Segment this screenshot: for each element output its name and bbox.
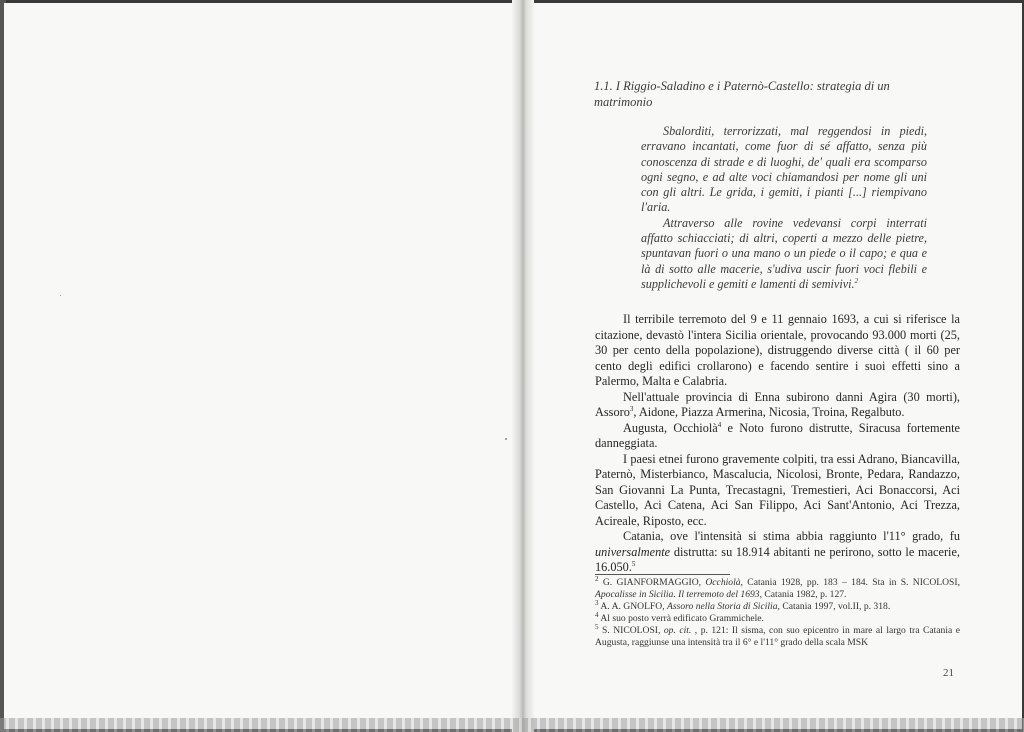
footnote-3 — [595, 598, 960, 613]
body-paragraph-3 — [595, 421, 960, 452]
footnote-5-title: op. cit. — [663, 624, 692, 636]
scan-speck — [60, 295, 61, 296]
footnote-2-title-1: Occhiolà — [705, 577, 741, 588]
body-paragraph-2-a: Nell'attuale provincia di Enna subirono danni Agira (30 morti), Assoro — [595, 389, 960, 419]
epigraph-quote — [641, 124, 927, 292]
body-paragraph-5-emphasis: universalmente — [595, 544, 671, 559]
footnote-5-b: , p. 121: Il sisma, con suo epicentro in mare al largo tra Catania e Augusta, raggiunse una intensità tra il 6° e l'11° grado della scala MSK — [595, 624, 960, 648]
footnote-4 — [595, 610, 960, 625]
footnote-2-title-2: Apocalisse in Sicilia. Il terremoto del 1693 — [595, 588, 760, 600]
body-paragraph-2-b: , Aidone, Piazza Armerina, Nicosia, Troina, Regalbuto. — [633, 405, 905, 419]
body-paragraph-5-a: Catania, ove l'intensità si stima abbia raggiunto l'11° grado, fu — [623, 529, 960, 543]
footnote-2-a: G. GIANFORMAGGIO, — [598, 577, 706, 588]
body-paragraph-3-b: e Noto furono distrutte, Siracusa fortemente danneggiata. — [595, 420, 960, 450]
footnote-2-b: , Catania 1928, pp. 183 – 184. Sta in S. NICOLOSI, — [740, 577, 960, 588]
body-paragraph-5-b: distrutta: su 18.914 abitanti ne perirono, sotto le macerie, 16.050. — [595, 544, 960, 574]
scan-speck — [505, 438, 507, 440]
footnote-3-b: , Catania 1997, vol.II, p. 318. — [777, 600, 891, 612]
body-paragraph-1: Il terribile terremoto del 9 e 11 gennaio 1693, a cui si riferisce la citazione, devastò l'intera Sicilia orientale, provocando 93.000 morti (25, 30 per cento della popolazione), distruggendo diverse città ( il 60 per cento degli edifici crollarono) e facendo sentire i suoi effetti sino a Palermo, Malta e Calabria. — [595, 312, 960, 388]
footnote-2 — [595, 574, 960, 601]
quote-paragraph-1: Sbalorditi, terrorizzati, mal reggendosi in piedi, erravano incantati, come fuor di sé affatto, senza più conoscenza di strade e di luoghi, de' quali era scomparso ogni segno, e ad alte voci chiamandosi per nome gli uni con gli altri. Le grida, i gemiti, i pianti [...] riempivano l'aria. — [641, 124, 927, 215]
heading-line-2: matrimonio — [594, 95, 653, 109]
body-paragraph-2 — [595, 390, 960, 421]
body-paragraph-4: I paesi etnei furono gravemente colpiti, tra essi Adrano, Biancavilla, Paternò, Misterbianco, Mascalucia, Nicolosi, Bronte, Pedara, Randazzo, San Giovanni La Punta, Trecastagni, Tremestieri, Aci Bonaccorsi, Aci Castello, Aci Catena, Aci San Filippo, Aci Sant'Antonio, Aci Trezza, Acireale, Riposto, ecc. — [595, 451, 960, 528]
footnote-5-a: S. NICOLOSI, — [598, 624, 664, 636]
heading-line-1: 1.1. I Riggio-Saladino e i Paternò-Castello: strategia di un — [594, 79, 890, 93]
footnote-3-number: 3 — [595, 598, 599, 607]
footnote-4-number: 4 — [595, 610, 599, 619]
left-page-blank — [4, 3, 522, 729]
footnote-5-number: 5 — [595, 622, 599, 631]
body-paragraph-3-a: Augusta, Occhiolà — [623, 420, 718, 435]
footnote-3-a: A. A. GNOLFO, — [598, 600, 667, 612]
footnote-ref-3: 3 — [629, 404, 634, 413]
footnote-divider — [595, 574, 730, 575]
footnote-5 — [595, 622, 960, 649]
footnote-ref-4: 4 — [717, 420, 722, 429]
scan-bottom-edge — [0, 718, 1024, 732]
footnote-4-text: Al suo posto verrà edificato Grammichele. — [598, 612, 764, 624]
footnotes — [595, 574, 960, 648]
page-number: 21 — [943, 667, 954, 679]
footnote-3-title: Assoro nella Storia di Sicilia — [667, 600, 778, 612]
footnote-ref-5: 5 — [631, 559, 636, 568]
body-text — [595, 312, 960, 576]
quote-paragraph-2 — [641, 216, 927, 292]
body-paragraph-5 — [595, 529, 960, 576]
footnote-2-number: 2 — [595, 574, 599, 583]
book-gutter — [512, 0, 534, 732]
quote-paragraph-2-text: Attraverso alle rovine vedevansi corpi interrati affatto schiacciati; di altri, coperti a mezzo delle pietre, spuntavan fuori o una mano o un piede o il capo; e qua e là di sotto alle macerie, s'udiva uscir fuori voci flebili e supplichevoli e gemiti e lamenti di semivivi. — [641, 215, 927, 291]
footnote-2-c: , Catania 1982, p. 127. — [759, 588, 847, 600]
footnote-ref-2: 2 — [854, 276, 859, 285]
section-heading — [594, 78, 962, 110]
